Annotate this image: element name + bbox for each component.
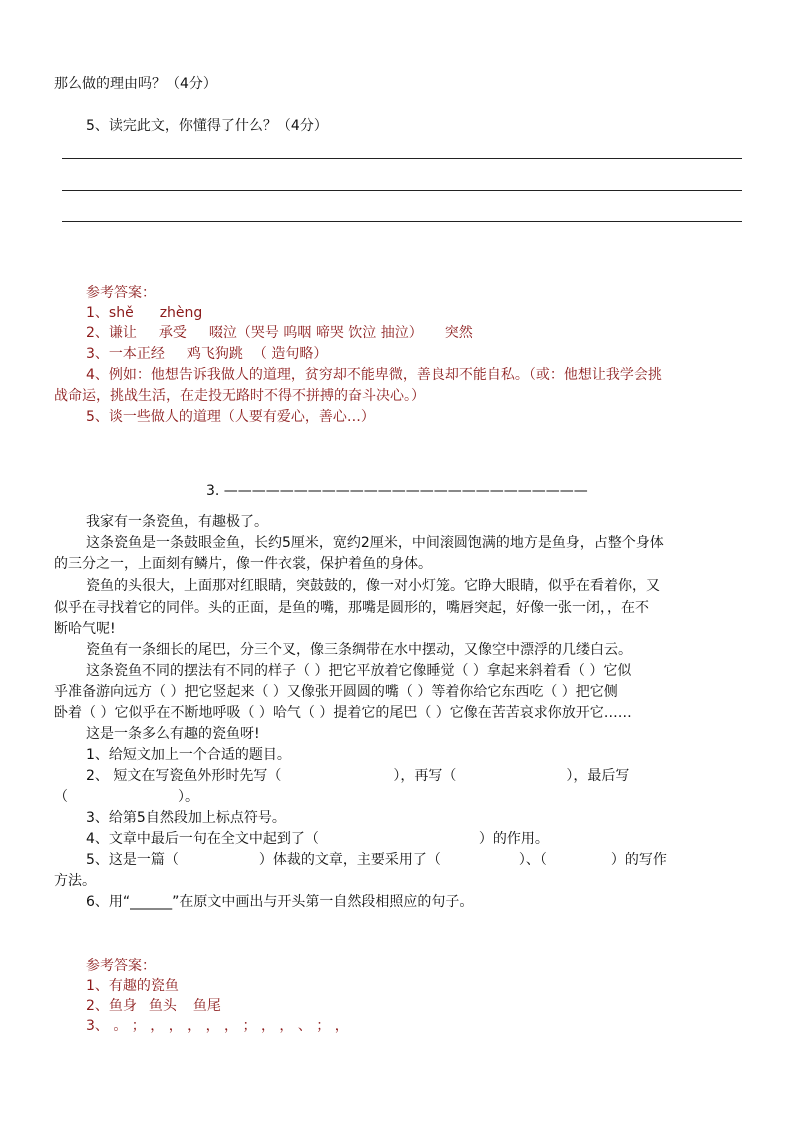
question-6: 6、用“______”在原文中画出与开头第一自然段相照应的句子。 (86, 894, 474, 910)
paragraph-5-line-3: 卧着（ ）它似乎在不断地呼吸（ ）哈气（ ）提着它的尾巴（ ）它像在苦苦哀求你放开它…… (54, 705, 632, 721)
answer-2-word-2: 承受 (158, 325, 187, 341)
answers-3-item-2 (86, 996, 221, 1016)
answers-title: 参考答案： (86, 285, 156, 301)
paragraph-6: 这是一条多么有趣的瓷鱼呀! (86, 726, 260, 742)
question-2-line-1 (86, 766, 629, 786)
question-2-blank-open: （ (54, 789, 68, 805)
answer-2-word-4: 突然 (444, 325, 473, 341)
answers-3-item-3: 3、 。 ； ， ， ， ， ， ； ， ， 、 ； ， (86, 1018, 349, 1034)
paragraph-1: 我家有一条瓷鱼，有趣极了。 (86, 514, 268, 530)
answer-line-1 (62, 158, 742, 159)
answer-3-prefix: 3、 (86, 346, 109, 362)
answer-4-line-1: 4、例如：他想告诉我做人的道理，贫穷却不能卑微，善良却不能自私。（或：他想让我学会挑 (86, 367, 662, 383)
question-5-part-d: ）的写作 (610, 852, 667, 868)
question-4-part-b: ）的作用。 (478, 831, 549, 847)
answer-3-note: （ 造句略） (252, 346, 328, 362)
answers-3-word-3: 鱼尾 (192, 998, 221, 1014)
question-4-tail: 那么做的理由吗？（4分） (54, 76, 217, 92)
answers-3-item-2-prefix: 2、 (86, 998, 109, 1014)
question-2-part-b: ），再写（ (393, 768, 457, 784)
answer-3-word-2: 鸡飞狗跳 (186, 346, 243, 362)
paragraph-4: 瓷鱼有一条细长的尾巴，分三个叉，像三条绸带在水中摆动，又像空中漂浮的几缕白云。 (86, 642, 632, 658)
question-5-part-b: ）体裁的文章，主要采用了（ (258, 852, 441, 868)
paragraph-3-line-2: 似乎在寻找着它的同伴。头的正面，是鱼的嘴，那嘴是圆形的，嘴唇突起，好像一张一闭，，在不 (54, 600, 649, 616)
question-2-part-a: 2、 短文在写瓷鱼外形时先写（ (86, 768, 282, 784)
answer-2-word-1: 谦让 (108, 325, 137, 341)
answer-3 (86, 344, 327, 364)
answer-2 (86, 323, 473, 343)
question-4-part-a: 4、文章中最后一句在全文中起到了（ (86, 831, 319, 847)
section-3-heading: 3. —————————————————————————— (206, 483, 588, 499)
answers-3-word-2: 鱼头 (148, 998, 177, 1014)
pinyin-zheng: zhèng (159, 305, 203, 321)
answer-2-prefix: 2、 (86, 325, 109, 341)
answers-3-word-1: 鱼身 (108, 998, 137, 1014)
question-4 (86, 829, 549, 849)
answer-3-word-1: 一本正经 (108, 346, 165, 362)
answer-1-prefix: 1、 (86, 305, 109, 321)
answer-line-3 (62, 221, 742, 222)
question-2-blank-close: ）。 (178, 789, 199, 805)
question-1: 1、给短文加上一个合适的题目。 (86, 747, 291, 763)
question-5-line-1 (86, 850, 667, 870)
pinyin-she: shě (108, 305, 134, 321)
question-5-part-c: ）、（ (518, 852, 547, 868)
answer-line-2 (62, 190, 742, 191)
answers-3-item-1: 1、有趣的瓷鱼 (86, 978, 179, 994)
question-5-part-a: 5、这是一篇（ (86, 852, 179, 868)
paragraph-2-line-2: 的三分之一，上面刻有鳞片，像一件衣裳，保护着鱼的身体。 (54, 556, 432, 572)
answer-1 (86, 303, 202, 323)
answer-2-word-3: 啜泣（哭号 呜咽 啼哭 饮泣 抽泣） (208, 325, 423, 341)
question-5: 5、读完此文，你懂得了什么？（4分） (86, 118, 328, 134)
answer-4-line-2: 战命运，挑战生活，在走投无路时不得不拼搏的奋斗决心。） (54, 388, 425, 404)
question-2-line-2 (54, 787, 199, 807)
answers-3-title: 参考答案： (86, 958, 156, 974)
question-2-part-c: ），最后写 (566, 768, 630, 784)
paragraph-3-line-1: 瓷鱼的头很大，上面那对红眼睛，突鼓鼓的，像一对小灯笼。它睁大眼睛，似乎在看着你，又 (86, 578, 660, 594)
question-5-line-2: 方法。 (54, 873, 96, 889)
paragraph-3-line-3: 断哈气呢! (54, 621, 116, 637)
answer-5: 5、谈一些做人的道理（人要有爱心，善心…） (86, 409, 375, 425)
question-3: 3、给第5自然段加上标点符号。 (86, 810, 286, 826)
paragraph-5-line-2: 乎准备游向远方（ ）把它竖起来（ ）又像张开圆圆的嘴（ ）等着你给它东西吃（ ）把它侧 (54, 684, 618, 700)
paragraph-2-line-1: 这条瓷鱼是一条鼓眼金鱼，长约5厘米，宽约2厘米，中间滚圆饱满的地方是鱼身，占整个身体 (86, 535, 664, 551)
paragraph-5-line-1: 这条瓷鱼不同的摆法有不同的样子（ ）把它平放着它像睡觉（ ）拿起来斜着看（ ）它似 (86, 663, 632, 679)
